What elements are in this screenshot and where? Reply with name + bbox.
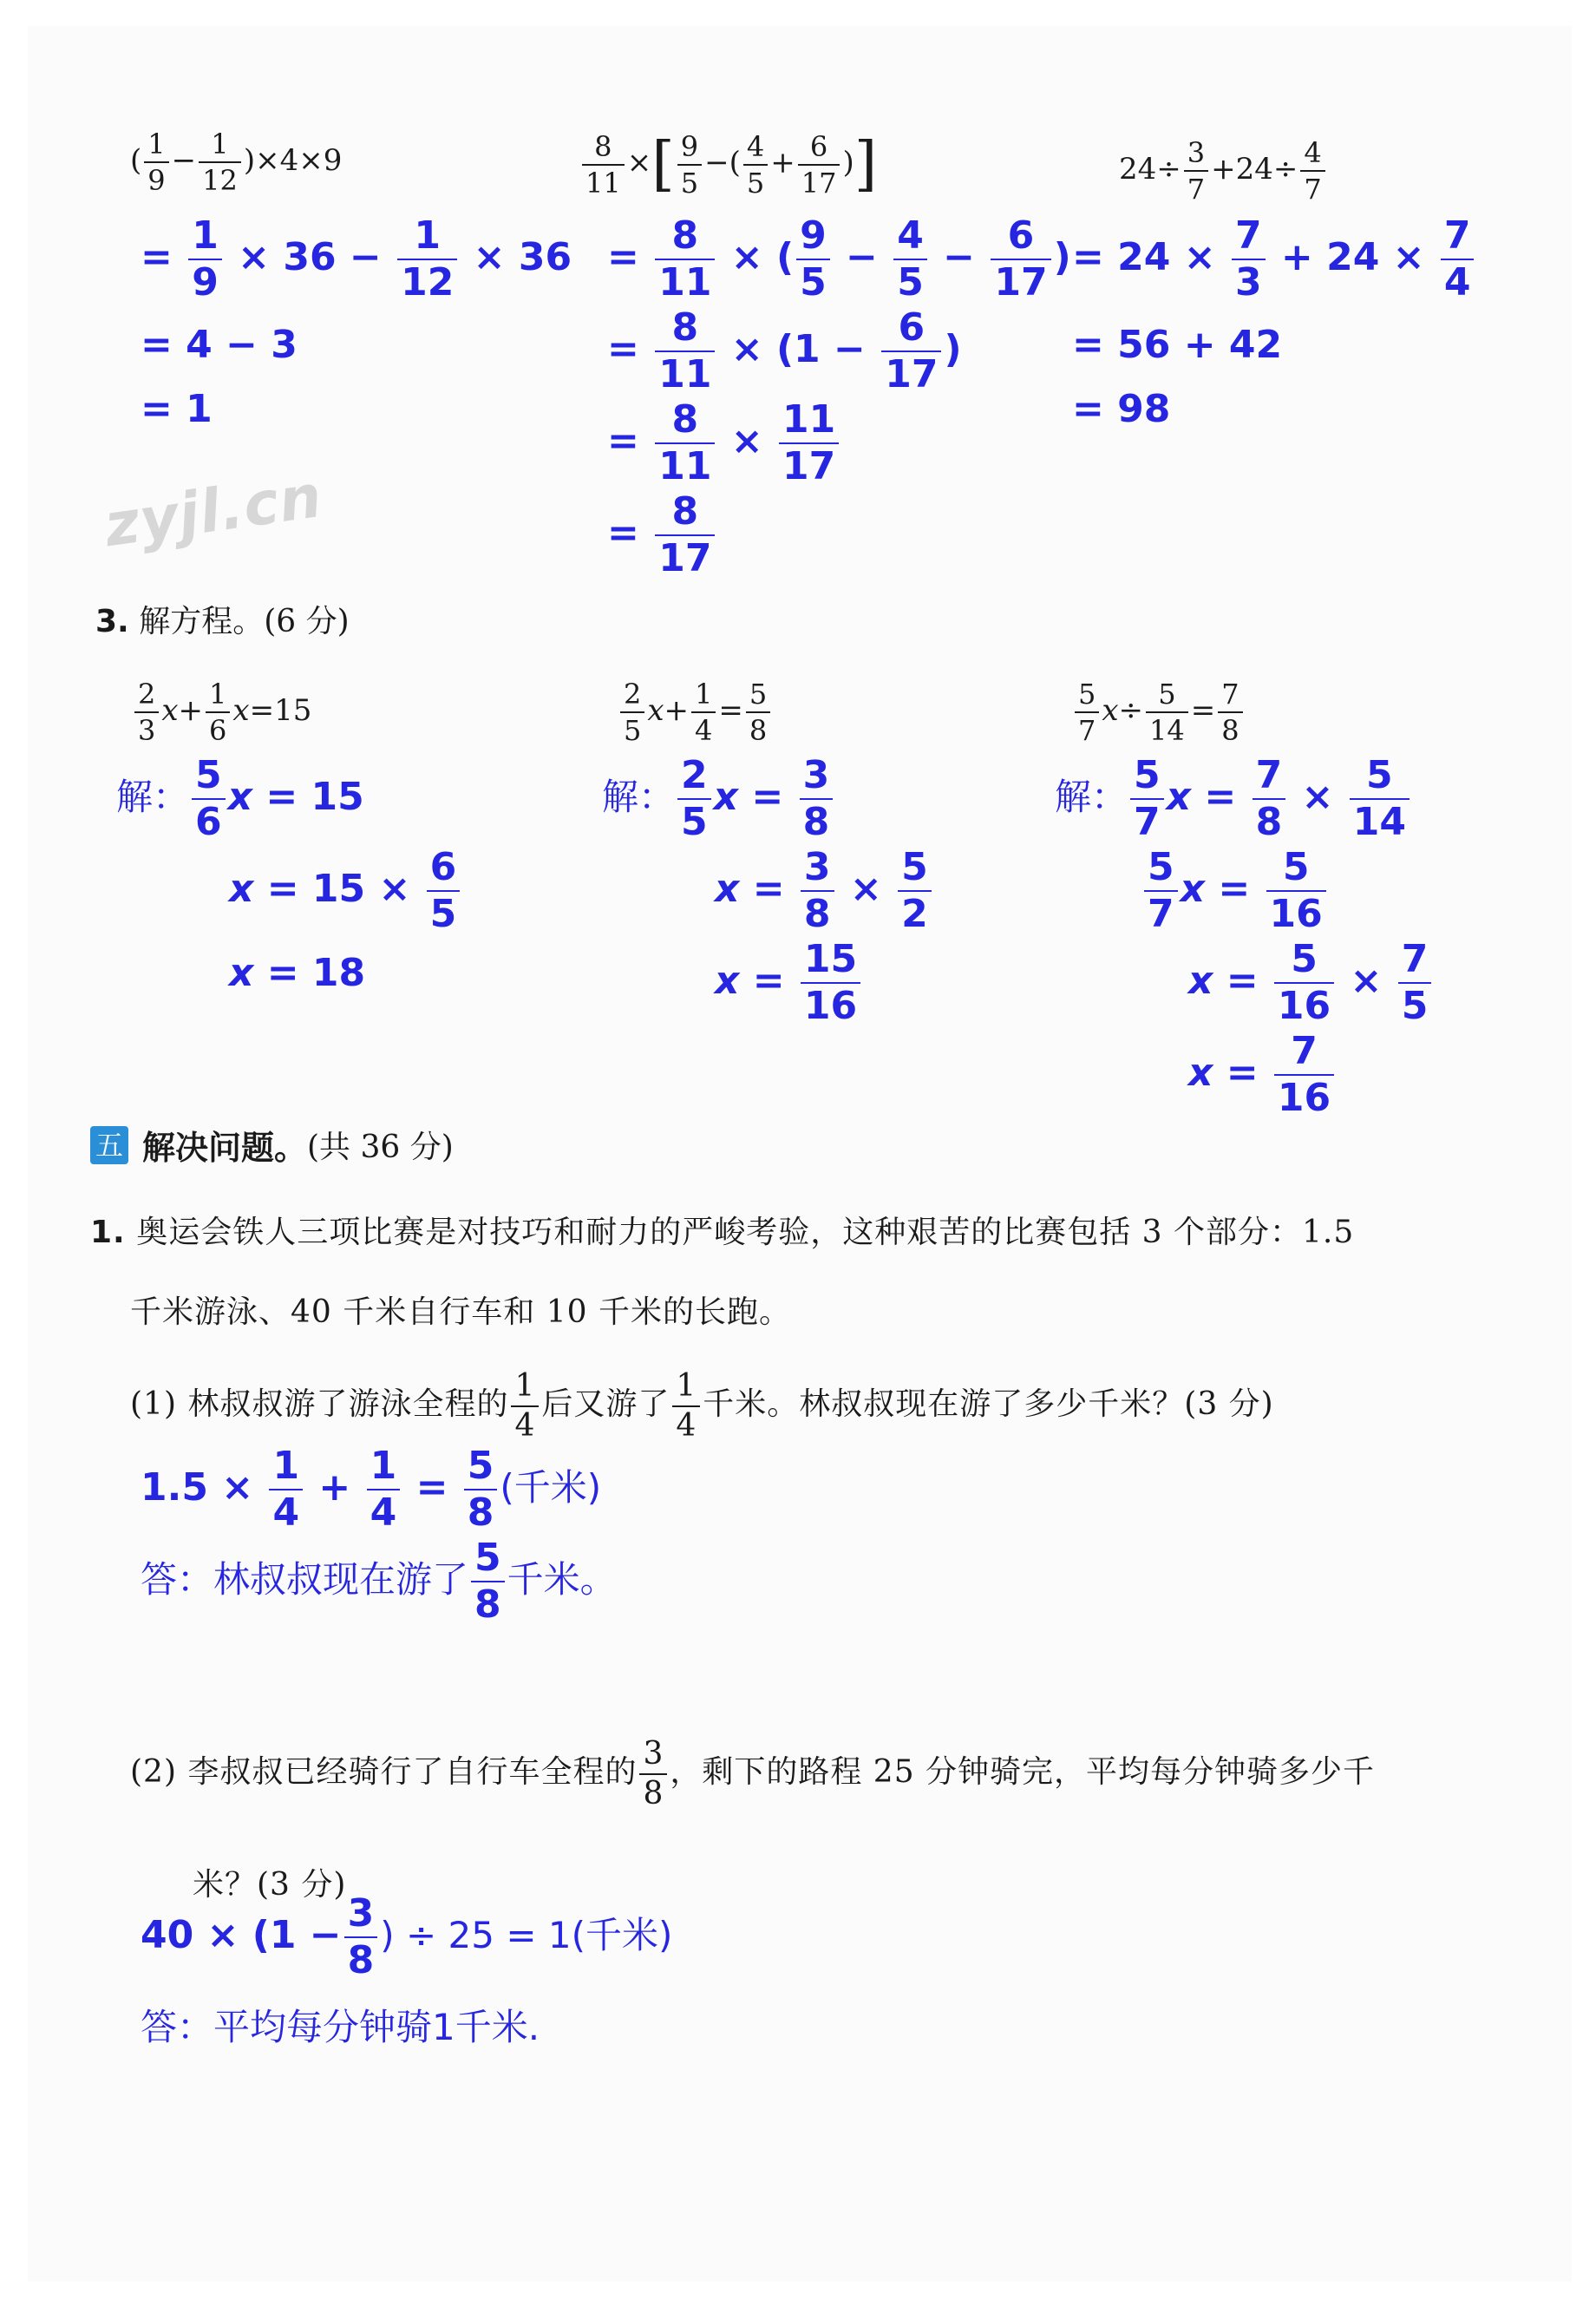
- calc3-problem: 24÷ $\frac{3}{7}$ +24÷ $\frac{4}{7}$: [1119, 139, 1328, 203]
- calc1-step3: = 1: [141, 387, 213, 431]
- eq3-step2: $\frac{5}{7}$ x = $\frac{5}{16}$: [1141, 848, 1329, 934]
- eq3-step1: 解： $\frac{5}{7}$ x = $\frac{7}{8}$ × $\frac{5}{14}$: [1055, 757, 1412, 842]
- eq2-problem: $\frac{2}{5}$ x+ $\frac{1}{4}$ = $\frac{5}{8}$: [618, 680, 773, 744]
- eq1-problem: $\frac{2}{3}$ x+ $\frac{1}{6}$ x=15: [132, 680, 311, 744]
- eq3-step4: x = $\frac{7}{16}$: [1188, 1032, 1337, 1117]
- subq1-equation: 1.5 × $\frac{1}{4}$ + $\frac{1}{4}$ = $\frac{5}{8}$ (千米): [141, 1444, 602, 1535]
- subq1-answer: 答：林叔叔现在游了 $\frac{5}{8}$ 千米。: [141, 1536, 617, 1627]
- calc2-step4: = $\frac{8}{17}$: [607, 493, 717, 578]
- problem1-text-line2: 千米游泳、40 千米自行车和 10 千米的长跑。: [130, 1294, 791, 1330]
- calc3-step2: = 56 + 42: [1072, 323, 1283, 367]
- calc3-step1: = 24 × $\frac{7}{3}$ + 24 × $\frac{7}{4}$: [1072, 217, 1476, 302]
- eq1-step2: x = 15 × $\frac{6}{5}$: [229, 848, 462, 934]
- calc2-step1: = $\frac{8}{11}$ × ( $\frac{9}{5}$ − $\frac{4}{5}$ − $\frac{6}{17}$ ): [607, 213, 1071, 305]
- calc2-problem: $\frac{8}{11}$ ×[ $\frac{9}{5}$ −( $\frac{4}{5}$ + $\frac{6}{17}$ )]: [579, 130, 877, 199]
- calc3-step3: = 98: [1072, 387, 1171, 431]
- subq2-text-line2: 米？(3 分): [193, 1867, 347, 1903]
- eq2-step3: x = $\frac{15}{16}$: [715, 940, 863, 1025]
- subq2-text-line1: (2) 李叔叔已经骑行了自行车全程的 $\frac{3}{8}$ ，剩下的路程 25 分钟骑完，平均每分钟骑多少千: [130, 1736, 1376, 1811]
- eq1-step3: x = 18: [229, 951, 366, 995]
- calc2-step3: = $\frac{8}{11}$ × $\frac{11}{17}$: [607, 401, 841, 486]
- eq3-problem: $\frac{5}{7}$ x÷ $\frac{5}{14}$ = $\frac{7}{8}$: [1072, 680, 1246, 744]
- calc1-step1: = $\frac{1}{9}$ × 36 − $\frac{1}{12}$ × 36: [141, 213, 572, 305]
- eq1-step1: 解： $\frac{5}{6}$ x = 15: [116, 753, 364, 844]
- eq2-step1: 解： $\frac{2}{5}$ x = $\frac{3}{8}$: [602, 757, 835, 842]
- subq1-text: (1) 林叔叔游了游泳全程的 $\frac{1}{4}$ 后又游了 $\frac{1}{4}$ 千米。林叔叔现在游了多少千米？(3 分): [130, 1368, 1274, 1444]
- calc2-step2: = $\frac{8}{11}$ × (1 − $\frac{6}{17}$ ): [607, 305, 962, 396]
- subq2-equation: 40 × (1 − $\frac{3}{8}$ ) ÷ 25 = 1(千米): [141, 1891, 673, 1982]
- problem1-text-line1: 1. 奥运会铁人三项比赛是对技巧和耐力的严峻考验，这种艰苦的比赛包括 3 个部分：1.5: [90, 1215, 1355, 1250]
- section-number-icon: 五: [90, 1126, 128, 1164]
- subq2-answer: 答：平均每分钟骑1千米.: [141, 2006, 540, 2048]
- calc1-problem: ( $\frac{1}{9}$ − $\frac{1}{12}$ )×4×9: [130, 128, 343, 197]
- eq3-step3: x = $\frac{5}{16}$ × $\frac{7}{5}$: [1188, 940, 1434, 1025]
- section5-header: 五 解决问题。(共 36 分): [90, 1121, 454, 1169]
- q3-title: 3. 解方程。(6 分): [95, 604, 350, 639]
- watermark-logo: zyjl.cn: [100, 462, 327, 561]
- calc1-step2: = 4 − 3: [141, 323, 298, 367]
- eq2-step2: x = $\frac{3}{8}$ × $\frac{5}{2}$: [715, 848, 934, 934]
